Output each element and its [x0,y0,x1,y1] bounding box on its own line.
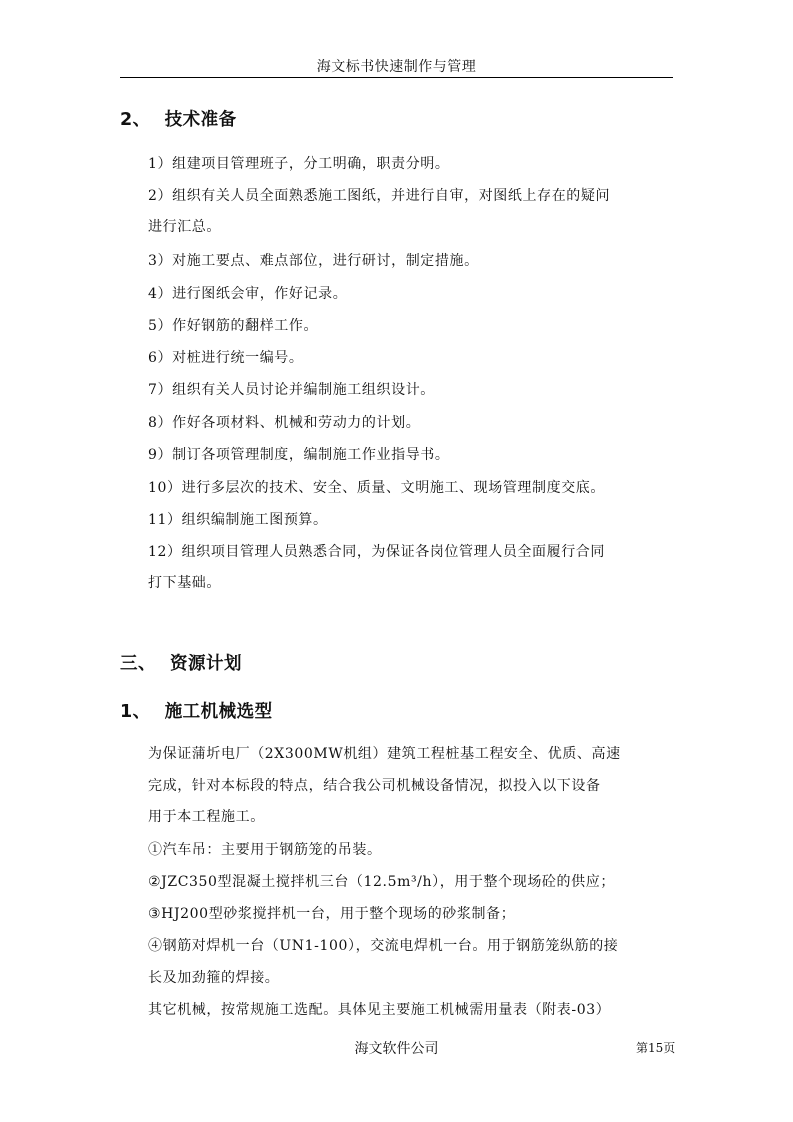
paragraph-line: ④钢筋对焊机一台（UN1-100），交流电焊机一台。用于钢筋笼纵筋的接 [148,938,619,954]
paragraph-line: 打下基础。 [148,575,221,591]
paragraph-line: 7）组织有关人员讨论并编制施工组织设计。 [148,382,435,398]
paragraph-line: 12）组织项目管理人员熟悉合同，为保证各岗位管理人员全面履行合同 [148,544,606,560]
heading-title: 技术准备 [164,110,237,130]
paragraph-line: 2）组织有关人员全面熟悉施工图纸，并进行自审，对图纸上存在的疑问 [148,188,611,204]
heading-title: 施工机械选型 [164,702,273,722]
paragraph-line: 11）组织编制施工图预算。 [148,512,328,528]
heading-machinery-selection [120,698,273,723]
heading-number: 2、 [120,110,151,130]
page-header-title: 海文标书快速制作与管理 [316,59,477,75]
header-divider [120,77,673,78]
paragraph-line: 长及加劲箍的焊接。 [148,970,280,986]
paragraph-line: 10）进行多层次的技术、安全、质量、文明施工、现场管理制度交底。 [148,480,606,496]
paragraph-line: ③HJ200型砂浆搅拌机一台，用于整个现场的砂浆制备； [148,906,516,922]
heading-title: 资源计划 [170,654,242,674]
footer-company: 海文软件公司 [354,1041,439,1057]
paragraph-line: ②JZC350型混凝土搅拌机三台（12.5m³/h），用于整个现场砼的供应； [148,874,615,890]
paragraph-line: 3）对施工要点、难点部位，进行研讨，制定措施。 [148,253,479,269]
paragraph-line: 用于本工程施工。 [148,809,265,825]
heading-number: 三、 [120,654,156,674]
paragraph-line: 8）作好各项材料、机械和劳动力的计划。 [148,415,421,431]
page-number: 第15页 [636,1041,676,1055]
heading-tech-prep [120,106,237,131]
paragraph-line: 1）组建项目管理班子，分工明确，职责分明。 [148,156,450,172]
paragraph-line: 5）作好钢筋的翻样工作。 [148,318,319,334]
paragraph-line: ①汽车吊：主要用于钢筋笼的吊装。 [148,842,382,858]
paragraph-line: 4）进行图纸会审，作好记录。 [148,286,348,302]
paragraph-line: 其它机械，按常规施工选配。具体见主要施工机械需用量表（附表-03） [148,1002,611,1018]
paragraph-line: 6）对桩进行统一编号。 [148,350,304,366]
paragraph-line: 为保证蒲圻电厂（2X300MW机组）建筑工程桩基工程安全、优质、高速 [148,746,621,762]
heading-resource-plan [120,650,242,675]
heading-number: 1、 [120,702,151,722]
paragraph-line: 进行汇总。 [148,219,221,235]
paragraph-line: 9）制订各项管理制度，编制施工作业指导书。 [148,447,450,463]
paragraph-line: 完成，针对本标段的特点，结合我公司机械设备情况，拟投入以下设备 [148,778,601,794]
